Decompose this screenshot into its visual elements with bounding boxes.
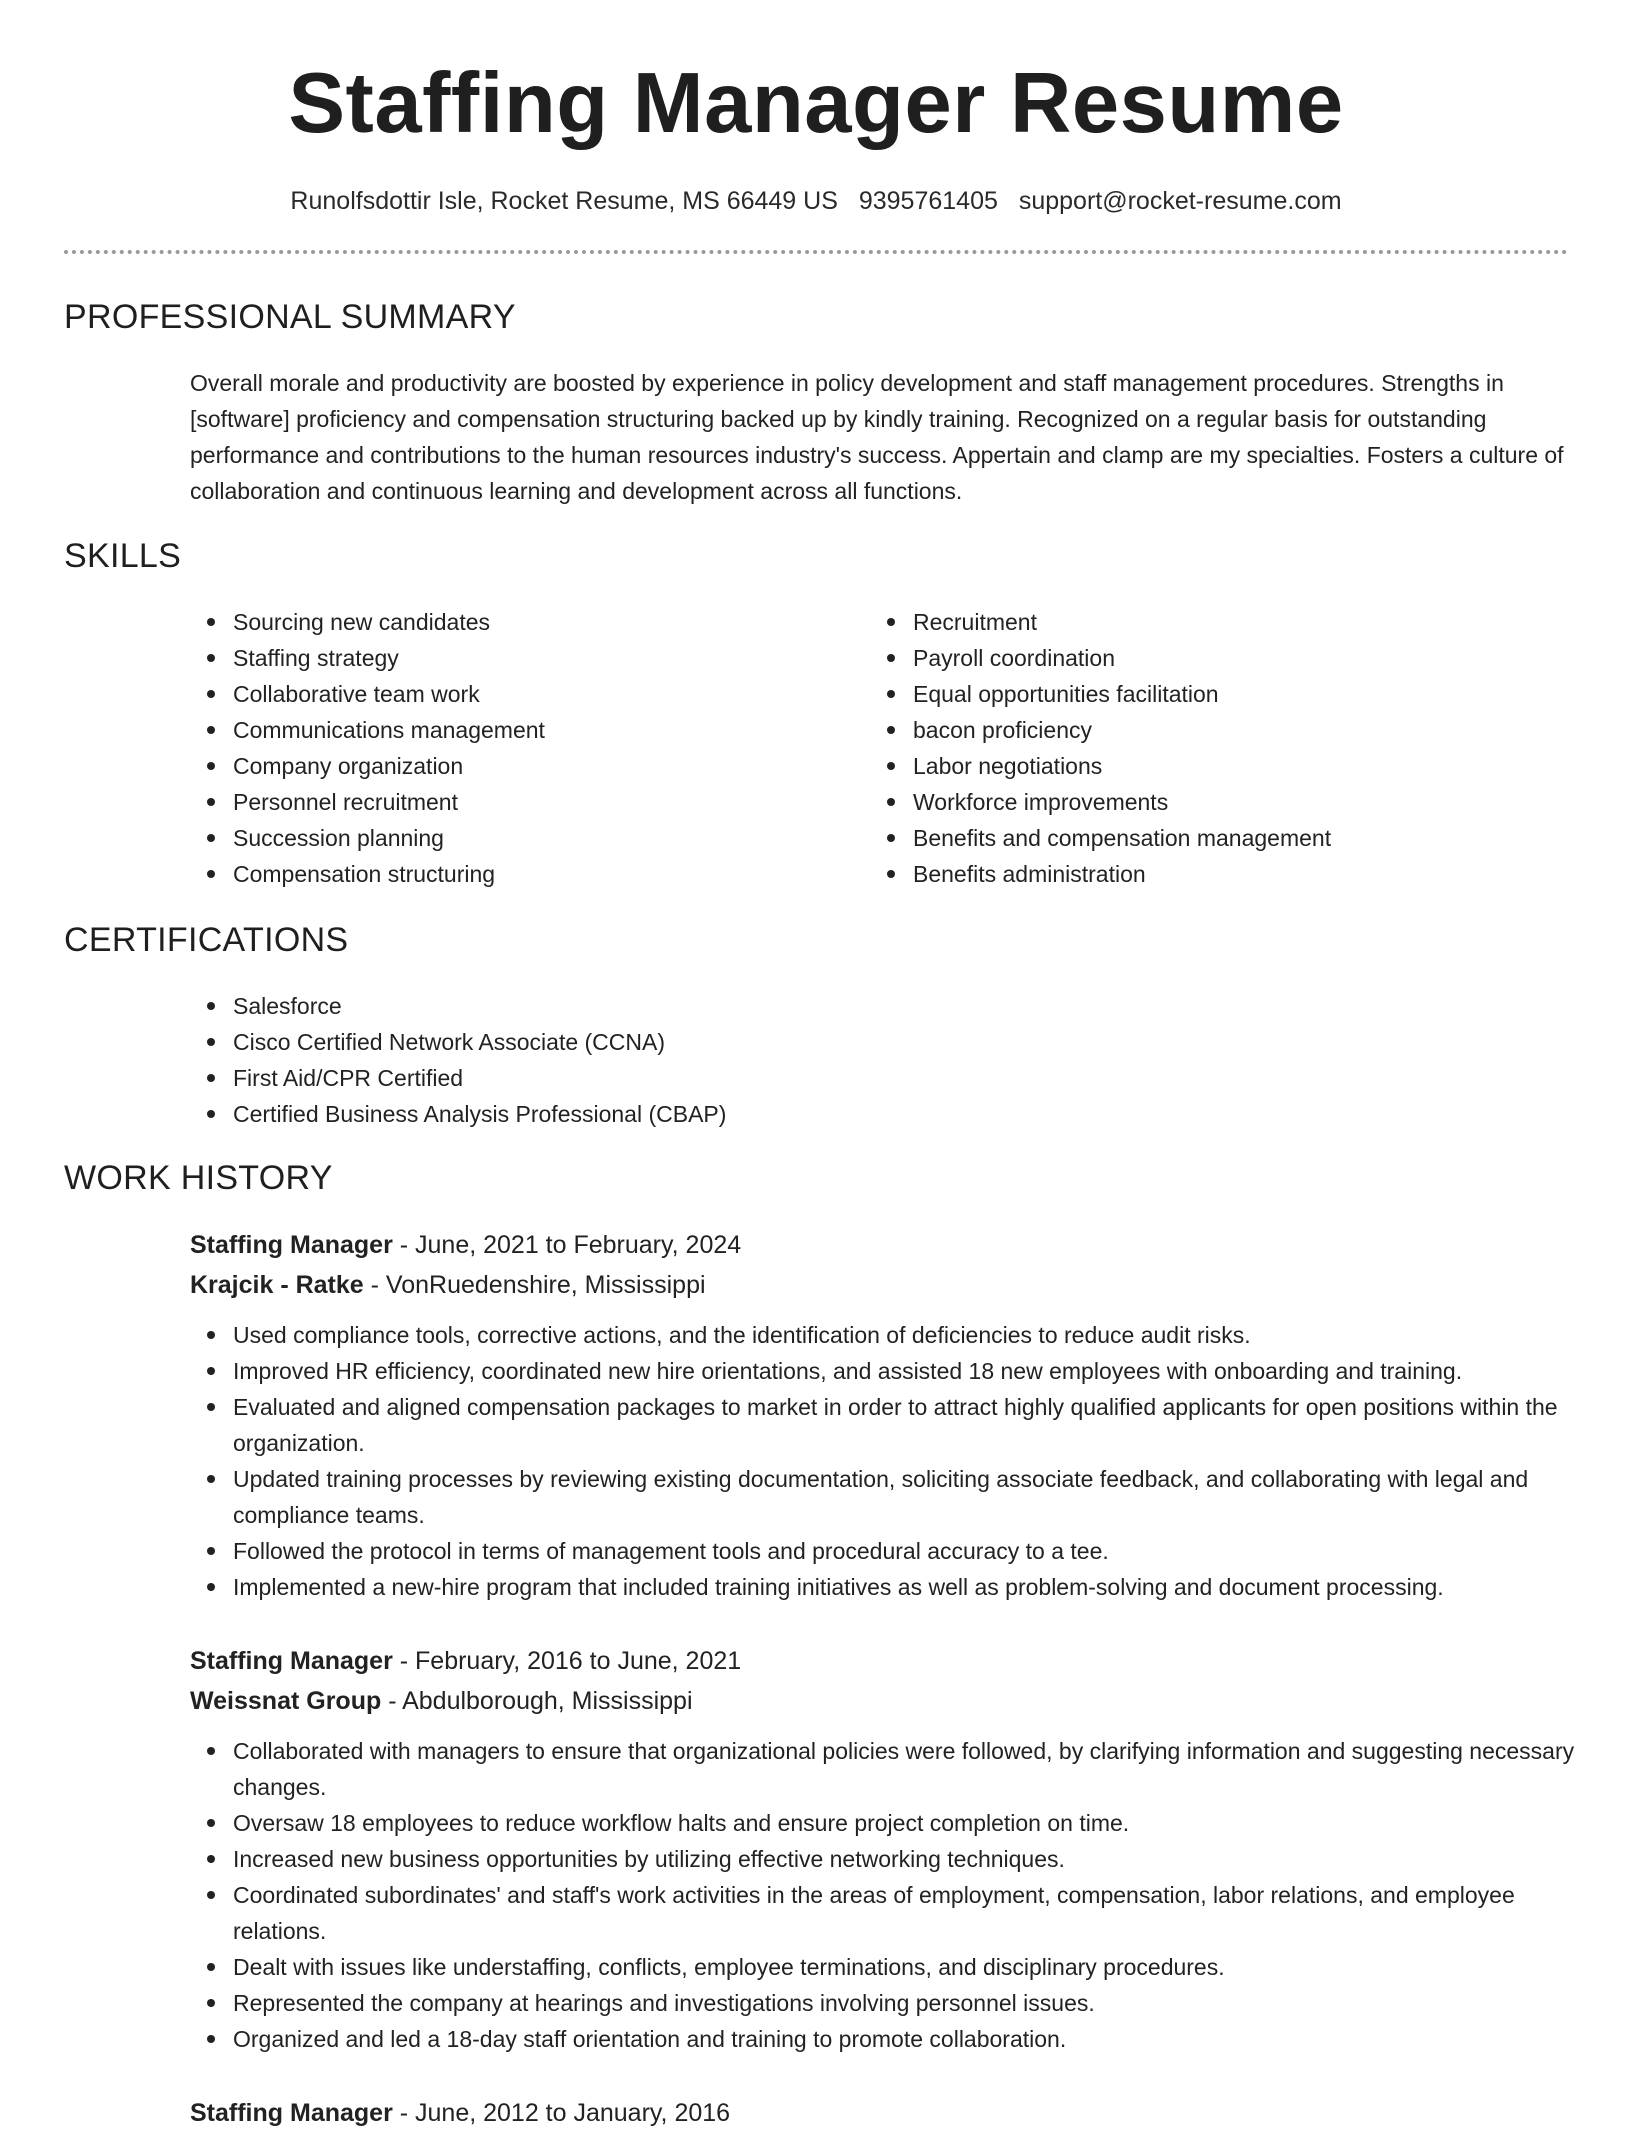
bullet-icon <box>207 1110 215 1118</box>
job-role: Staffing Manager <box>190 1231 393 1259</box>
job-bullet: Implemented a new-hire program that included training initiatives as well as problem-solving and document processing. <box>190 1569 1580 1605</box>
bullet-icon <box>207 1331 215 1339</box>
job-bullet: Coordinated subordinates' and staff's work activities in the areas of employment, compensation, labor relations, and employee relations. <box>190 1877 1580 1949</box>
section-title-skills: SKILLS <box>64 537 182 575</box>
job-role-line <box>190 1641 1580 1681</box>
bullet-icon <box>207 1891 215 1899</box>
certification-item: Cisco Certified Network Associate (CCNA) <box>190 1024 1570 1060</box>
bullet-icon <box>207 1547 215 1555</box>
job-bullet: Improved HR efficiency, coordinated new hire orientations, and assisted 18 new employees with onboarding and training. <box>190 1353 1580 1389</box>
certification-item: Salesforce <box>190 988 1570 1024</box>
job-dates: - February, 2016 to June, 2021 <box>392 1647 742 1675</box>
skill-item: Workforce improvements <box>870 784 1570 820</box>
bullet-icon <box>207 1855 215 1863</box>
job-bullets <box>190 1733 1580 2057</box>
job-entry <box>190 1641 1580 2057</box>
bullet-icon <box>207 1999 215 2007</box>
skill-item: Recruitment <box>870 604 1570 640</box>
skill-item: Collaborative team work <box>190 676 830 712</box>
bullet-icon <box>207 654 215 662</box>
job-bullet: Increased new business opportunities by utilizing effective networking techniques. <box>190 1841 1580 1877</box>
job-bullets <box>190 1317 1580 1605</box>
bullet-icon <box>887 618 895 626</box>
bullet-icon <box>207 1583 215 1591</box>
job-role-line <box>190 2093 1580 2133</box>
bullet-icon <box>207 1403 215 1411</box>
bullet-icon <box>207 798 215 806</box>
bullet-icon <box>887 726 895 734</box>
bullet-icon <box>207 834 215 842</box>
bullet-icon <box>207 1038 215 1046</box>
section-title-work-history: WORK HISTORY <box>64 1159 333 1197</box>
contact-email: support@rocket-resume.com <box>1018 187 1342 215</box>
certification-item: First Aid/CPR Certified <box>190 1060 1570 1096</box>
skill-item: Company organization <box>190 748 830 784</box>
job-bullet: Represented the company at hearings and investigations involving personnel issues. <box>190 1985 1580 2021</box>
bullet-icon <box>887 870 895 878</box>
bullet-icon <box>207 1002 215 1010</box>
bullet-icon <box>207 1963 215 1971</box>
job-entry <box>190 2093 1580 2133</box>
job-dates: - June, 2012 to January, 2016 <box>392 2099 731 2127</box>
bullet-icon <box>207 870 215 878</box>
job-company-line <box>190 1265 1580 1305</box>
skill-item: Staffing strategy <box>190 640 830 676</box>
job-bullet: Collaborated with managers to ensure that organizational policies were followed, by clarifying information and suggesting necessary changes. <box>190 1733 1580 1805</box>
job-company: Krajcik - Ratke <box>190 1271 364 1299</box>
contact-address: Runolfsdottir Isle, Rocket Resume, MS 66449 US <box>290 187 838 215</box>
bullet-icon <box>887 798 895 806</box>
bullet-icon <box>887 654 895 662</box>
job-bullet: Used compliance tools, corrective actions, and the identification of deficiencies to reduce audit risks. <box>190 1317 1580 1353</box>
job-company: Weissnat Group <box>190 1687 382 1715</box>
skill-item: Equal opportunities facilitation <box>870 676 1570 712</box>
bullet-icon <box>207 726 215 734</box>
bullet-icon <box>207 618 215 626</box>
certification-item: Certified Business Analysis Professional (CBAP) <box>190 1096 1570 1132</box>
job-dates: - June, 2021 to February, 2024 <box>392 1231 742 1259</box>
job-entry <box>190 1225 1580 1605</box>
job-bullet: Dealt with issues like understaffing, conflicts, employee terminations, and disciplinary procedures. <box>190 1949 1580 1985</box>
skill-item: Compensation structuring <box>190 856 830 892</box>
bullet-icon <box>207 1475 215 1483</box>
resume-title: Staffing Manager Resume <box>288 56 1344 151</box>
skill-item: Labor negotiations <box>870 748 1570 784</box>
bullet-icon <box>887 834 895 842</box>
job-location: - VonRuedenshire, Mississippi <box>363 1271 706 1299</box>
skill-item: Payroll coordination <box>870 640 1570 676</box>
job-role: Staffing Manager <box>190 1647 393 1675</box>
skills-list-left <box>190 604 830 892</box>
job-location: - Abdulborough, Mississippi <box>381 1687 693 1715</box>
bullet-icon <box>207 1367 215 1375</box>
job-role: Staffing Manager <box>190 2099 393 2127</box>
skill-item: Benefits and compensation management <box>870 820 1570 856</box>
skills-list-right <box>870 604 1570 892</box>
job-role-line <box>190 1225 1580 1265</box>
summary-text: Overall morale and productivity are boosted by experience in policy development and staff management procedures. Strengths in [software] proficiency and compensation structuring backed up by kindly training. Recognized on a regular basis for outstanding performance and contributions to the human resources industry's success. Appertain and clamp are my specialties. Fosters a culture of collaboration and continuous learning and development across all functions. <box>190 370 1564 504</box>
bullet-icon <box>207 690 215 698</box>
bullet-icon <box>887 690 895 698</box>
bullet-icon <box>207 762 215 770</box>
job-bullet: Oversaw 18 employees to reduce workflow halts and ensure project completion on time. <box>190 1805 1580 1841</box>
skill-item: Succession planning <box>190 820 830 856</box>
skill-item: Benefits administration <box>870 856 1570 892</box>
contact-line <box>0 184 1632 218</box>
resume-header <box>0 0 1632 218</box>
contact-phone: 9395761405 <box>858 187 998 215</box>
job-company-line <box>190 1681 1580 1721</box>
bullet-icon <box>207 2035 215 2043</box>
header-divider <box>64 250 1568 254</box>
bullet-icon <box>207 1074 215 1082</box>
certifications-list <box>190 988 1570 1132</box>
job-bullet: Organized and led a 18-day staff orientation and training to promote collaboration. <box>190 2021 1580 2057</box>
skill-item: Sourcing new candidates <box>190 604 830 640</box>
skill-item: Personnel recruitment <box>190 784 830 820</box>
bullet-icon <box>207 1747 215 1755</box>
job-bullet: Evaluated and aligned compensation packages to market in order to attract highly qualified applicants for open positions within the organization. <box>190 1389 1580 1461</box>
bullet-icon <box>887 762 895 770</box>
job-bullet: Updated training processes by reviewing existing documentation, soliciting associate feedback, and collaborating with legal and compliance teams. <box>190 1461 1580 1533</box>
section-title-summary: PROFESSIONAL SUMMARY <box>64 298 516 336</box>
skill-item: bacon proficiency <box>870 712 1570 748</box>
section-title-certifications: CERTIFICATIONS <box>64 921 349 959</box>
bullet-icon <box>207 1819 215 1827</box>
job-bullet: Followed the protocol in terms of management tools and procedural accuracy to a tee. <box>190 1533 1580 1569</box>
skill-item: Communications management <box>190 712 830 748</box>
